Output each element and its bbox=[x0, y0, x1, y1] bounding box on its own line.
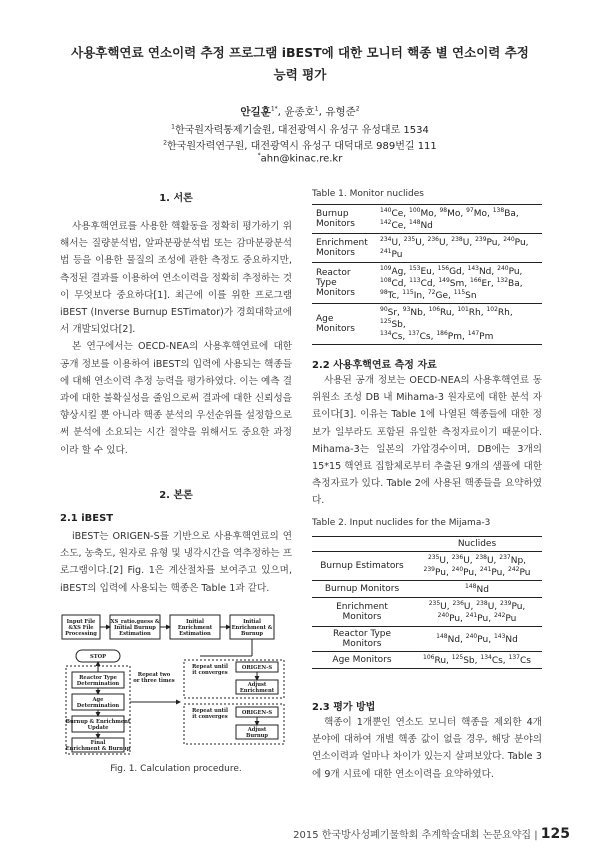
table-1-cell-name: Reactor Type Monitors bbox=[312, 263, 376, 304]
table-row bbox=[312, 652, 542, 669]
author-1: 안길훈 bbox=[240, 106, 271, 118]
section-2-2-heading: 2.2 사용후핵연료 측정 자료 bbox=[312, 360, 437, 371]
affiliation-1-sup: 1 bbox=[171, 123, 175, 131]
calculation-flowchart bbox=[60, 612, 292, 758]
author-1-sup: 1* bbox=[270, 105, 278, 113]
table-row bbox=[312, 304, 542, 345]
title-line-1: 사용후핵연료 연소이력 추정 프로그램 iBEST에 대한 모니터 핵종 별 연소이력 추정 bbox=[71, 45, 529, 60]
author-sep-1: , bbox=[277, 106, 285, 118]
nuclide-line: $^{241}$Pu bbox=[380, 248, 403, 260]
label-xs-guess: XS_ratio.guess & Initial Burnup Estimation bbox=[110, 619, 160, 637]
section-2-2-para: 사용된 공개 정보는 OECD-NEA의 사용후핵연료 동위원소 조성 DB 내 Mihama-3 원자로에 대한 분석 자료이다[3]. 이유는 Table 1에 나열된 핵종들에 대한 정보가 일부라도 포함된 유일한 측정자료이기 때문이다. Mihama-3는 일본의 가압경수이며, DB에는 3개의 15*15 핵연료 집합체로부터 추출된 9개의 샘플에 대한 측정자료가 있다. Table 2에 사용된 핵종들을 요약하였다. bbox=[312, 375, 542, 507]
table-2-cell-name: Burnup Estimators bbox=[312, 552, 412, 581]
nuclide-line: $^{134}$Cs, $^{137}$Cs, $^{186}$Pm, $^{147}$Pm bbox=[380, 330, 494, 342]
table-1-cell-name: Burnup Monitors bbox=[312, 205, 376, 234]
section-2-1-para: iBEST는 ORIGEN-S를 기반으로 사용후핵연료의 연소도, 농축도, 원자로 유형 및 냉각시간을 역추정하는 프로그램이다.[2] Fig. 1은 계산절차를 보여주고 있으며, iBEST의 입력에 사용되는 핵종은 Table 1과 같다. bbox=[60, 531, 292, 594]
footer-text: 2015 한국방사성폐기물학회 추계학술대회 논문요약집 | bbox=[293, 830, 538, 841]
affiliation-1-text: 한국원자력통제기술원, 대전광역시 유성구 유성대로 1534 bbox=[174, 125, 429, 136]
table-2-cell-name: Burnup Monitors bbox=[312, 581, 412, 598]
label-origen-2: ORIGEN-S bbox=[241, 710, 273, 716]
label-repeat-two: Repeat two or three times bbox=[133, 672, 175, 684]
label-adjust-enrichment: Adjust Enrichment bbox=[239, 682, 275, 694]
nuclide-line: $^{235}$U, $^{236}$U, $^{238}$U, $^{237}$Np, bbox=[427, 554, 527, 566]
author-3-sup: 2 bbox=[355, 105, 360, 113]
affiliation-2 bbox=[100, 137, 500, 152]
table-1-caption: Table 1. Monitor nuclides bbox=[312, 189, 424, 199]
section-2-1-body bbox=[60, 528, 292, 597]
email-sup: * bbox=[257, 152, 261, 159]
label-age: Age Determination bbox=[76, 697, 120, 709]
author-list bbox=[100, 104, 500, 119]
page-footer bbox=[293, 826, 570, 842]
nuclide-line: $^{90}$Sr, $^{93}$Nb, $^{106}$Ru, $^{101}$Rh, $^{102}$Rh, $^{125}$Sb, bbox=[380, 306, 513, 330]
table-row bbox=[312, 205, 542, 234]
label-final: Final Enrichment & Burnup bbox=[65, 740, 131, 752]
section-1-para-2: 본 연구에서는 OECD-NEA의 사용후핵연료에 대한 공개 정보를 이용하여 iBEST의 입력에 사용되는 핵종들에 대해 연소이력 추정 능력을 평가하였다. 이는 예측 결과에 대한 불확실성을 줄임으로써 결과에 대한 신뢰성을 향상시킬 뿐 아니라 핵종 분석의 우선순위를 설정함으로써 분석에 소요되는 시간 절약을 위해서도 중요한 과정이라 할 수 있다. bbox=[60, 341, 292, 456]
nuclide-line: $^{234}$U, $^{235}$U, $^{236}$U, $^{238}$U, $^{239}$Pu, $^{240}$Pu, bbox=[380, 236, 529, 248]
table-1-monitor-nuclides bbox=[312, 204, 542, 345]
email-text: ahn@kinac.re.kr bbox=[260, 153, 343, 165]
table-header-row bbox=[312, 537, 542, 552]
table-2-header-blank bbox=[312, 537, 412, 552]
table-1-cell-nuclides bbox=[376, 234, 542, 263]
nuclide-line: $^{98}$Tc, $^{115}$In, $^{72}$Ge, $^{115}$Sn bbox=[380, 289, 477, 301]
paper-title bbox=[60, 42, 540, 86]
author-2-sup: 1 bbox=[314, 105, 319, 113]
table-1-cell-nuclides bbox=[376, 263, 542, 304]
table-row bbox=[312, 598, 542, 627]
section-1-body bbox=[60, 218, 292, 459]
section-2-3-para: 핵종이 1개뿐인 연소도 모니터 핵종을 제외한 4개 분야에 대하여 개별 핵종 값이 없을 경우, 해당 분야의 연소이력과 얼마나 차이가 있는지 살펴보았다. Table 3에 9개 시료에 대한 연소이력을 요약하였다. bbox=[312, 717, 542, 780]
table-2-cell-nuclides bbox=[412, 552, 542, 581]
table-2-caption: Table 2. Input nuclides for the Mijama-3 bbox=[312, 518, 491, 528]
label-stop: STOP bbox=[89, 654, 107, 660]
label-init-enrichment: Initial Enrichment Estimation bbox=[177, 619, 213, 637]
nuclide-line: $^{235}$U, $^{236}$U, $^{238}$U, $^{239}$Pu, bbox=[428, 600, 526, 612]
table-2-cell-nuclides bbox=[412, 598, 542, 627]
section-2-1-heading: 2.1 iBEST bbox=[60, 513, 114, 524]
table-1-cell-name: Enrichment Monitors bbox=[312, 234, 376, 263]
author-3: 유형준 bbox=[325, 106, 356, 118]
table-2-cell-nuclides: $^{148}$Nd bbox=[412, 581, 542, 598]
label-repeat-until-2: Repeat until it converges bbox=[192, 708, 228, 720]
table-2-cell-name: Enrichment Monitors bbox=[312, 598, 412, 627]
section-2-3-heading: 2.3 평가 방법 bbox=[312, 702, 376, 713]
nuclide-line: $^{239}$Pu, $^{240}$Pu, $^{241}$Pu, $^{242}$Pu bbox=[423, 566, 531, 578]
nuclide-line: $^{108}$Cd, $^{113}$Cd, $^{149}$Sm, $^{166}$Er, $^{132}$Ba, bbox=[380, 277, 523, 289]
table-row bbox=[312, 627, 542, 652]
table-1-cell-nuclides bbox=[376, 304, 542, 345]
page-number: 125 bbox=[540, 826, 570, 842]
author-2: 윤종호 bbox=[284, 106, 315, 118]
table-2-cell-name: Reactor Type Monitors bbox=[312, 627, 412, 652]
section-2-heading: 2. 본론 bbox=[159, 490, 193, 501]
table-2-header-nuclides: Nuclides bbox=[412, 537, 542, 552]
label-adjust-burnup: Adjust Burnup bbox=[245, 727, 269, 739]
section-1-para-1: 사용후핵연료를 사용한 핵활동을 정확히 평가하기 위해서는 질량분석법, 알파분광분석법 또는 감마분광분석법 등을 이용한 물질의 조성에 관한 측정도 중요하지만, 측정된 결과를 이용하여 연소이력을 정확히 추정하는 것이 무엇보다 중요하다[1]. 최근에 이를 위한 프로그램 iBEST (Inverse Burnup ESTimator)가 경희대학교에서 개발되었다[2]. bbox=[60, 221, 292, 336]
label-update: Burnup & Enrichment Update bbox=[65, 719, 131, 731]
nuclide-line: $^{240}$Pu, $^{241}$Pu, $^{242}$Pu bbox=[437, 612, 517, 624]
label-input-file: Input File &XS File Processing bbox=[65, 619, 97, 637]
affiliation-1 bbox=[100, 121, 500, 136]
table-2-cell-nuclides: $^{148}$Nd, $^{240}$Pu, $^{143}$Nd bbox=[412, 627, 542, 652]
title-line-2: 능력 평가 bbox=[273, 67, 327, 82]
section-2-3-body bbox=[312, 714, 542, 783]
nuclide-line: $^{142}$Ce, $^{148}$Nd bbox=[380, 219, 433, 231]
nuclide-line: $^{140}$Ce, $^{100}$Mo, $^{98}$Mo, $^{97}$Mo, $^{138}$Ba, bbox=[380, 207, 519, 219]
section-2-2-body bbox=[312, 372, 542, 510]
table-row bbox=[312, 552, 542, 581]
section-1-heading: 1. 서론 bbox=[159, 193, 193, 204]
label-repeat-until-1: Repeat until it converges bbox=[192, 664, 228, 676]
affiliation-2-sup: 2 bbox=[163, 139, 168, 147]
label-init-eb: Initial Enrichment & Burnup bbox=[231, 619, 273, 637]
nuclide-line: $^{109}$Ag, $^{153}$Eu, $^{156}$Gd, $^{143}$Nd, $^{240}$Pu, bbox=[380, 265, 523, 277]
figure-1-caption: Fig. 1. Calculation procedure. bbox=[110, 764, 242, 774]
label-reactor-type: Reactor Type Determination bbox=[76, 675, 120, 687]
author-sep-2: , bbox=[318, 106, 326, 118]
table-1-cell-nuclides bbox=[376, 205, 542, 234]
label-origen-1: ORIGEN-S bbox=[241, 665, 273, 671]
affiliation-2-text: 한국원자력연구원, 대전광역시 유성구 대덕대로 989번길 111 bbox=[167, 141, 437, 152]
table-2-cell-nuclides: $^{106}$Ru, $^{125}$Sb, $^{134}$Cs, $^{137}$Cs bbox=[412, 652, 542, 669]
table-2-cell-name: Age Monitors bbox=[312, 652, 412, 669]
table-row bbox=[312, 581, 542, 598]
table-row bbox=[312, 234, 542, 263]
table-2-input-nuclides bbox=[312, 536, 542, 669]
table-row bbox=[312, 263, 542, 304]
table-1-cell-name: Age Monitors bbox=[312, 304, 376, 345]
corresponding-email bbox=[100, 152, 500, 164]
